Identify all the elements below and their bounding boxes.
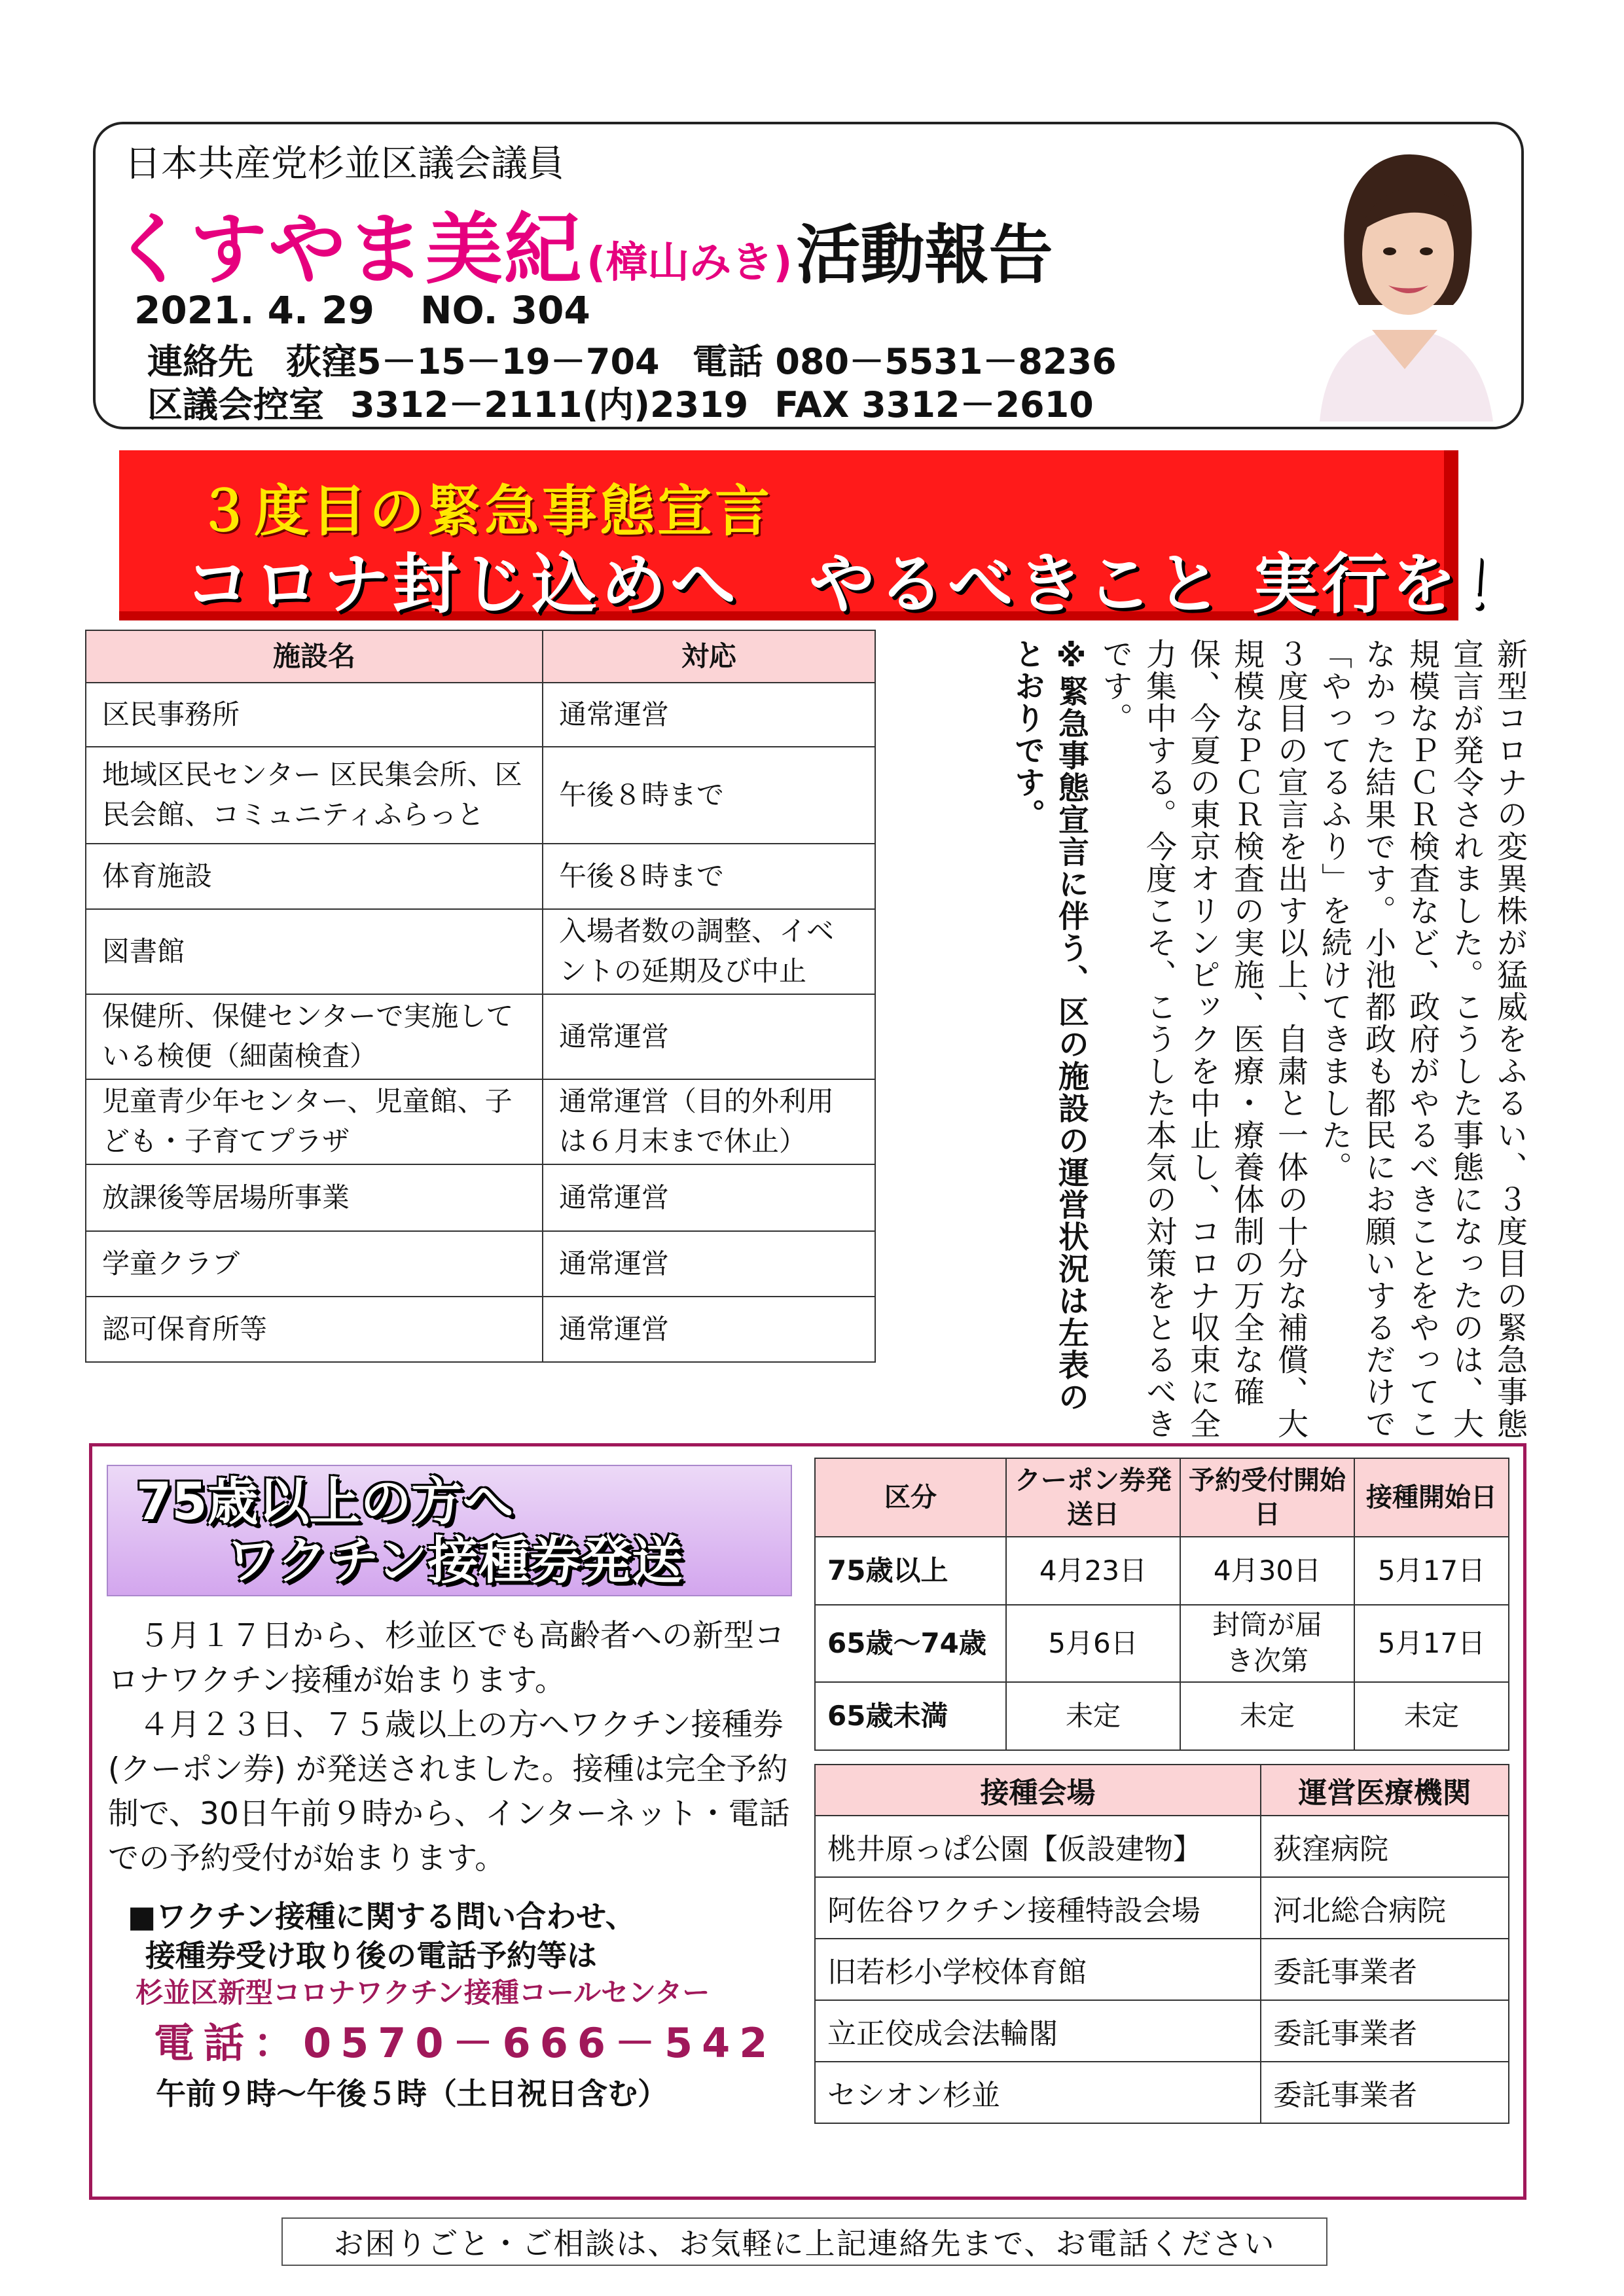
column-header: 接種会場 <box>815 1765 1261 1816</box>
venue-name: 立正佼成会法輪閣 <box>815 2000 1261 2062</box>
table-row <box>815 1537 1509 1605</box>
contact-address: 荻窪5－15－19－704 <box>286 341 660 382</box>
start-date: 未定 <box>1354 1682 1509 1750</box>
column-header: 接種開始日 <box>1354 1458 1509 1537</box>
banner-headline: コロナ封じ込めへ やるべきこと 実行を！ <box>185 546 1530 622</box>
facility-name: 地域区民センター 区民集会所、区民会館、コミュニティふらっと <box>86 747 543 844</box>
venue-name: セシオン杉並 <box>815 2062 1261 2123</box>
coupon-date: 4月23日 <box>1006 1537 1180 1605</box>
facility-status: 午後８時まで <box>543 844 875 909</box>
table-row <box>815 1605 1509 1682</box>
facility-status: 通常運営 <box>543 1164 875 1231</box>
report-title: 活動報告 <box>796 218 1053 293</box>
table-row <box>815 1682 1509 1750</box>
facility-status: 通常運営 <box>543 683 875 747</box>
article-paragraph: 新型コロナの変異株が猛威をふるい、３度目の緊急事態宣言が発令されました。こうした事態になったのは、大規模なＰＣＲ検査など、政府がやるべきことをやってこなかった結果です。小池都政も都民にお願いするだけで「やってるふり」を続けてきました。 <box>1316 638 1528 1440</box>
table-row <box>815 2062 1509 2123</box>
facility-status: 通常運営 <box>543 1297 875 1362</box>
venue-operator: 荻窪病院 <box>1261 1816 1509 1877</box>
table-row <box>815 2000 1509 2062</box>
coupon-date: 5月6日 <box>1006 1605 1180 1682</box>
booking-date: 未定 <box>1180 1682 1354 1750</box>
booking-date: 封筒が届き次第 <box>1180 1605 1354 1682</box>
facility-status-table <box>85 630 876 1363</box>
facility-name: 体育施設 <box>86 844 543 909</box>
office-fax: FAX 3312－2610 <box>774 384 1094 425</box>
venue-operator: 委託事業者 <box>1261 2062 1509 2123</box>
table-row <box>86 1164 875 1231</box>
table-row <box>86 994 875 1079</box>
venue-operator: 河北総合病院 <box>1261 1877 1509 1939</box>
facility-status: 午後８時まで <box>543 747 875 844</box>
coupon-date: 未定 <box>1006 1682 1180 1750</box>
column-header: クーポン券発送日 <box>1006 1458 1180 1537</box>
venue-operator: 委託事業者 <box>1261 2000 1509 2062</box>
article-vertical-text <box>890 638 1532 1440</box>
office-label: 区議会控室 <box>147 384 324 425</box>
venue-name: 阿佐谷ワクチン接種特設会場 <box>815 1877 1261 1939</box>
call-center-name: 杉並区新型コロナワクチン接種コールセンター <box>135 1977 710 2009</box>
facility-name: 保健所、保健センターで実施している検便（細菌検査） <box>86 994 543 1079</box>
venue-operator: 委託事業者 <box>1261 1939 1509 2000</box>
start-date: 5月17日 <box>1354 1537 1509 1605</box>
office-line <box>147 377 1120 427</box>
facility-name: 児童青少年センター、児童館、子ども・子育てプラザ <box>86 1079 543 1164</box>
age-group: 75歳以上 <box>815 1537 1006 1605</box>
vaccine-title-line2: ワクチン接種券発送 <box>226 1532 683 1590</box>
column-header: 予約受付開始日 <box>1180 1458 1354 1537</box>
venue-name: 旧若杉小学校体育館 <box>815 1939 1261 2000</box>
issue-date: 2021. 4. 29 <box>134 288 374 332</box>
footer-contact-note: お困りごと・ご相談は、お気軽に上記連絡先まで、お電話ください <box>281 2217 1327 2266</box>
facility-status: 通常運営 <box>543 994 875 1079</box>
contact-phone: 電話 080－5531－8236 <box>692 341 1117 382</box>
issue-line <box>134 288 590 332</box>
vaccine-title-line1: 75歳以上の方へ <box>136 1473 514 1532</box>
vaccine-paragraph: ５月１７日から、杉並区でも高齢者への新型コロナワクチン接種が始まります。 <box>108 1618 785 1698</box>
column-header: 対応 <box>543 630 875 683</box>
table-row <box>86 747 875 844</box>
table-row <box>86 844 875 909</box>
vaccine-schedule-table <box>814 1458 1509 1751</box>
booking-date: 4月30日 <box>1180 1537 1354 1605</box>
call-center-hours: 午前９時～午後５時（土日祝日含む） <box>156 2076 668 2111</box>
vaccine-paragraph: ４月２３日、７５歳以上の方へワクチン接種券(クーポン券) が発送されました。接種は完全予約制で、30日午前９時から、インターネット・電話での予約受付が始まります。 <box>108 1707 790 1876</box>
vaccine-venue-table <box>814 1764 1509 2124</box>
facility-status: 入場者数の調整、イベントの延期及び中止 <box>543 909 875 994</box>
facility-name: 図書館 <box>86 909 543 994</box>
table-row <box>86 1297 875 1362</box>
table-row <box>815 1877 1509 1939</box>
facility-name: 区民事務所 <box>86 683 543 747</box>
article-note: ※緊急事態宣言に伴う、区の施設の運営状況は左表のとおりです。 <box>1009 638 1089 1413</box>
office-phone: 3312－2111(内)2319 <box>350 384 749 425</box>
vaccine-body-text <box>108 1614 795 1881</box>
age-group: 65歳～74歳 <box>815 1605 1006 1682</box>
column-header: 運営医療機関 <box>1261 1765 1509 1816</box>
facility-name: 放課後等居場所事業 <box>86 1164 543 1231</box>
contact-label: 連絡先 <box>147 341 253 382</box>
table-header-row <box>815 1765 1509 1816</box>
facility-status: 通常運営（目的外利用は６月末まで休止） <box>543 1079 875 1164</box>
candidate-name: くすやま美紀 <box>111 204 583 295</box>
table-row <box>86 909 875 994</box>
inquiry-heading: ■ワクチン接種に関する問い合わせ、 <box>128 1899 636 1934</box>
venue-name: 桃井原っぱ公園【仮設建物】 <box>815 1816 1261 1877</box>
banner-subtitle: ３度目の緊急事態宣言 <box>196 479 773 543</box>
table-row <box>86 1079 875 1164</box>
call-center-phone: 電話：0570－666－542 <box>154 2019 777 2067</box>
start-date: 5月17日 <box>1354 1605 1509 1682</box>
article-paragraph: ３度目の宣言を出す以上、自粛と一体の十分な補償、大規模なＰＣＲ検査の実施、医療・療養体制の万全な確保、今夏の東京オリンピックを中止し、コロナ収束に全力集中する。今度こそ、こうした本気の対策をとるべきです。 <box>1097 638 1308 1440</box>
column-header: 区分 <box>815 1458 1006 1537</box>
facility-name: 学童クラブ <box>86 1231 543 1297</box>
name-title <box>111 187 1053 298</box>
table-row <box>86 1231 875 1297</box>
table-row <box>86 683 875 747</box>
party-line: 日本共産党杉並区議会議員 <box>124 143 564 185</box>
table-row <box>815 1939 1509 2000</box>
column-header: 施設名 <box>86 630 543 683</box>
table-header-row <box>815 1458 1509 1537</box>
inquiry-subheading: 接種券受け取り後の電話予約等は <box>145 1938 597 1973</box>
table-header-row <box>86 630 875 683</box>
table-row <box>815 1816 1509 1877</box>
facility-status: 通常運営 <box>543 1231 875 1297</box>
facility-name: 認可保育所等 <box>86 1297 543 1362</box>
age-group: 65歳未満 <box>815 1682 1006 1750</box>
portrait-photo-icon <box>1307 134 1503 422</box>
issue-number: NO. 304 <box>420 288 590 332</box>
candidate-name-kana: (樟山みき) <box>586 239 793 287</box>
